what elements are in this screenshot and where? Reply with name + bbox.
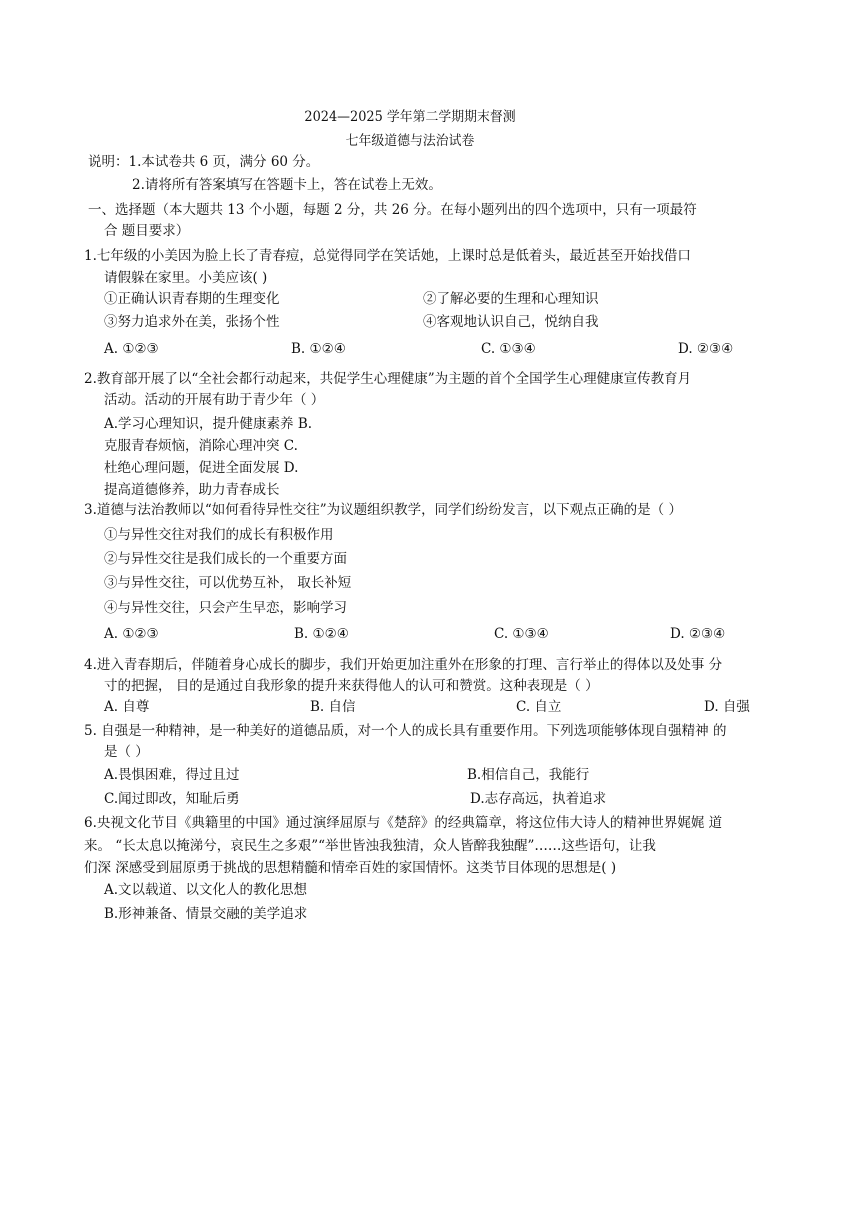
exam-subtitle: 七年级道德与法治试卷 — [345, 133, 475, 149]
question-4-option-b: B. 自信 — [310, 699, 356, 715]
question-6-option-a: A.文以载道、以文化人的教化思想 — [104, 882, 308, 898]
question-3-option-b: B. ①②④ — [294, 626, 349, 642]
question-5-line-1: 5. 自强是一种精神，是一种美好的道德品质，对一个人的成长具有重要作用。下列选项能够体现自强精神 的 — [84, 723, 727, 739]
question-4-option-d: D. 自强 — [704, 699, 750, 715]
question-2-line-6: 提高道德修养，助力青春成长 — [104, 482, 280, 498]
question-3-statement-4: ④与异性交往，只会产生早恋，影响学习 — [104, 600, 347, 616]
question-5-line-2: 是（ ） — [104, 744, 149, 760]
question-3-option-d: D. ②③④ — [670, 626, 726, 642]
question-3-line-1: 3.道德与法治教师以“如何看待异性交往”为议题组织教学，同学们纷纷发言，以下观点正确的是（ ） — [84, 502, 682, 518]
instructions-line-2: 2.请将所有答案填写在答题卡上，答在试卷上无效。 — [132, 177, 442, 193]
exam-title: 2024—2025 学年第二学期期末督测 — [304, 109, 516, 125]
question-1-statement-3: ③努力追求外在美，张扬个性 — [104, 314, 280, 330]
question-2-line-4: 克服青春烦恼，消除心理冲突 C. — [104, 438, 298, 454]
question-3-statement-2: ②与异性交往是我们成长的一个重要方面 — [104, 551, 347, 567]
question-1-statement-2: ②了解必要的生理和心理知识 — [423, 291, 599, 307]
question-6-line-1: 6.央视文化节目《典籍里的中国》通过演绎屈原与《楚辞》的经典篇章，将这位伟大诗人的精神世界娓娓 道 — [84, 815, 723, 831]
question-1-line-1: 1.七年级的小美因为脸上长了青春痘，总觉得同学在笑话她，上课时总是低着头，最近甚至开始找借口 — [84, 248, 691, 264]
question-5-option-a: A.畏惧困难，得过且过 — [104, 767, 240, 783]
question-1-line-2: 请假躲在家里。小美应该( ) — [104, 270, 268, 286]
question-2-line-1: 2.教育部开展了以“全社会都行动起来，共促学生心理健康”为主题的首个全国学生心理健康宣传教育月 — [84, 371, 692, 387]
instructions-line-1: 说明：1.本试卷共 6 页，满分 60 分。 — [88, 154, 320, 170]
question-2-line-3: A.学习心理知识，提升健康素养 B. — [104, 416, 313, 432]
question-6-line-3: 们深 深感受到屈原勇于挑战的思想精髓和情牵百姓的家国情怀。这类节目体现的思想是( ) — [84, 860, 617, 876]
question-3-option-c: C. ①③④ — [494, 626, 549, 642]
question-4-line-2: 寸的把握， 目的是通过自我形象的提升来获得他人的认可和赞赏。这种表现是（ ） — [104, 678, 599, 694]
section-heading-line-2: 合 题目要求） — [104, 223, 190, 239]
question-1-statement-1: ①正确认识青春期的生理变化 — [104, 291, 280, 307]
question-2-line-5: 杜绝心理问题，促进全面发展 D. — [104, 460, 299, 476]
question-1-statement-4: ④客观地认识自己，悦纳自我 — [423, 314, 599, 330]
question-3-statement-1: ①与异性交往对我们的成长有积极作用 — [104, 527, 334, 543]
question-4-line-1: 4.进入青春期后，伴随着身心成长的脚步，我们开始更加注重外在形象的打理、言行举止的得体以及处事 分 — [84, 657, 723, 673]
question-5-option-d: D.志存高远，执着追求 — [470, 791, 607, 807]
question-4-option-c: C. 自立 — [516, 699, 562, 715]
question-1-option-b: B. ①②④ — [291, 341, 346, 357]
question-2-line-2: 活动。活动的开展有助于青少年（ ） — [104, 392, 325, 408]
question-3-option-a: A. ①②③ — [104, 626, 159, 642]
question-1-option-c: C. ①③④ — [481, 341, 536, 357]
question-4-option-a: A. 自尊 — [104, 699, 150, 715]
question-6-line-2: 来。 “长太息以掩涕兮，哀民生之多艰”“举世皆浊我独清，众人皆醉我独醒”……这些语句，让我 — [84, 838, 656, 854]
question-1-option-d: D. ②③④ — [678, 341, 734, 357]
question-6-option-b: B.形神兼备、情景交融的美学追求 — [104, 906, 308, 922]
question-5-option-b: B.相信自己，我能行 — [467, 767, 590, 783]
question-1-option-a: A. ①②③ — [104, 341, 159, 357]
section-heading-line-1: 一、选择题（本大题共 13 个小题，每题 2 分，共 26 分。在每小题列出的四个选项中，只有一项最符 — [88, 202, 697, 218]
question-5-option-c: C.闻过即改，知耻后勇 — [104, 791, 240, 807]
question-3-statement-3: ③与异性交往，可以优势互补， 取长补短 — [104, 575, 352, 591]
